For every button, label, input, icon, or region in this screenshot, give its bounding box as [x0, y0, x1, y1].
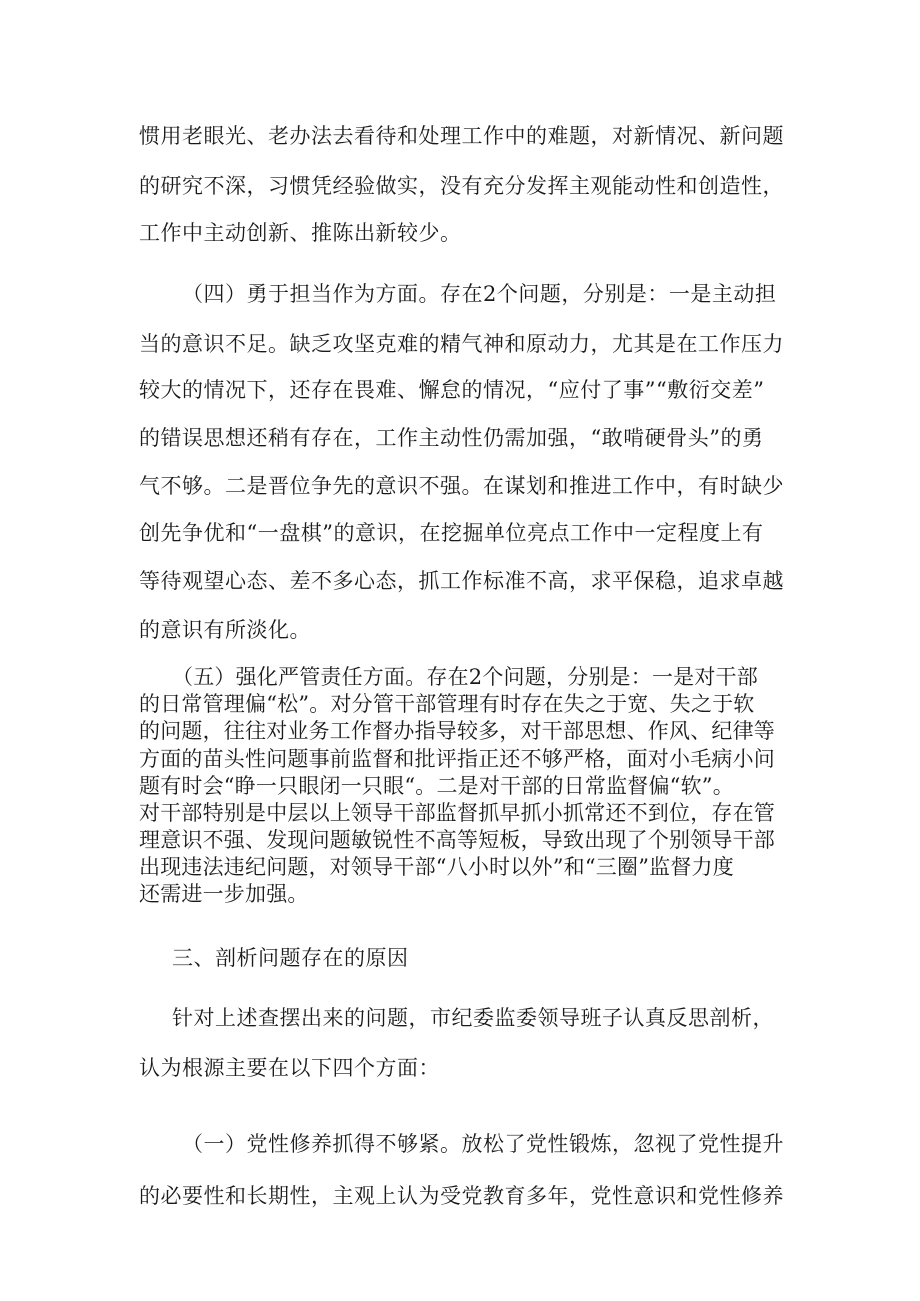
paragraph-line: 出现违法违纪问题，对领导干部“八小时以外”和“三圈”监督力度	[139, 855, 734, 879]
paragraph-line: 的必要性和长期性，主观上认为受党教育多年，党性意识和党性修养	[139, 1184, 784, 1208]
paragraph-line: 创先争优和“一盘棋”的意识，在挖掘单位亮点工作中一定程度上有	[139, 521, 764, 545]
paragraph-line: 方面的苗头性问题事前监督和批评指正还不够严格，面对小毛病小问	[139, 747, 775, 771]
paragraph-line: 理意识不强、发现问题敏锐性不高等短板，导致出现了个别领导干部	[139, 828, 775, 852]
paragraph-line: （五）强化严管责任方面。存在2个问题，分别是：一是对干部	[172, 665, 758, 689]
section-heading: 三、剖析问题存在的原因	[172, 946, 409, 970]
paragraph-line: 的错误思想还稍有存在，工作主动性仍需加强，“敢啃硬骨头”的勇	[139, 426, 764, 450]
paragraph-line: 还需进一步加强。	[139, 882, 309, 906]
paragraph-line: 较大的情况下，还存在畏难、懈怠的情况，“应付了事”“敷衍交差”	[139, 378, 765, 402]
paragraph-line: 惯用老眼光、老办法去看待和处理工作中的难题，对新情况、新问题	[139, 124, 784, 148]
paragraph-line: 的问题，往往对业务工作督办指导较多，对干部思想、作风、纪律等	[139, 719, 775, 743]
paragraph-line: 对干部特别是中层以上领导干部监督抓早抓小抓常还不到位，存在管	[139, 801, 775, 825]
paragraph-line: 工作中主动创新、推陈出新较少。	[139, 221, 462, 245]
paragraph-line: 题有时会“睁一只眼闭一只眼“。二是对干部的日常监督偏“软”。	[139, 774, 734, 798]
paragraph-line: 认为根源主要在以下四个方面：	[139, 1056, 440, 1080]
paragraph-line: 的意识有所淡化。	[139, 618, 311, 642]
paragraph-line: 的研究不深，习惯凭经验做实，没有充分发挥主观能动性和创造性，	[139, 174, 784, 198]
paragraph-line: 针对上述查摆出来的问题，市纪委监委领导班子认真反思剖析，	[172, 1006, 774, 1030]
paragraph-line: 当的意识不足。缺乏攻坚克难的精气神和原动力，尤其是在工作压力	[139, 332, 784, 356]
paragraph-line: 等待观望心态、差不多心态，抓工作标准不高，求平保稳，追求卓越	[139, 569, 784, 593]
paragraph-line: 的日常管理偏“松”。对分管干部管理有时存在失之于宽、失之于软	[139, 692, 755, 716]
paragraph-line: 气不够。二是晋位争先的意识不强。在谋划和推进工作中，有时缺少	[139, 474, 784, 498]
paragraph-line: （一）党性修养抓得不够紧。放松了党性锻炼，忽视了党性提升	[182, 1132, 784, 1156]
paragraph-line: （四）勇于担当作为方面。存在2个问题，分别是：一是主动担	[182, 282, 777, 306]
